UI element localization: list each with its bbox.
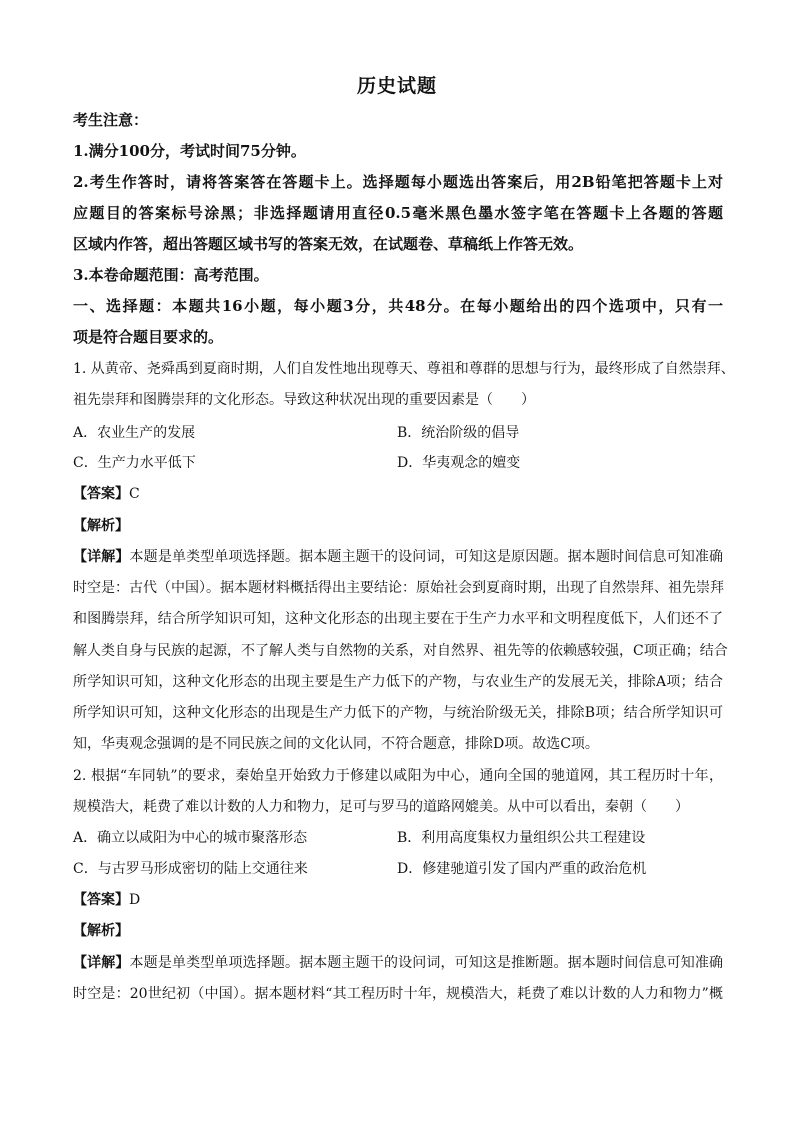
q2-stem-line-1: 2. 根据“车同轨”的要求，秦始皇开始致力于修建以咸阳为中心，通向全国的驰道网，其工程历时十年， [73, 768, 723, 784]
notice-item-2-line-2: 应题目的答案标号涂黑；非选择题请用直径0.5毫米黑色墨水签字笔在答题卡上各题的答题 [73, 204, 723, 222]
notice-heading: 考生注意： [73, 111, 149, 129]
page-title: 历史试题 [356, 75, 437, 97]
q1-answer-tag: 【答案】 [73, 486, 129, 502]
q1-detail-line-4: 解人类自身与民族的起源，不了解人类与自然物的关系，对自然界、祖先等的依赖感较强，C项正确；结合 [73, 643, 728, 659]
q2-option-c: C．与古罗马形成密切的陆上交通往来 [73, 861, 308, 877]
q2-option-d: D．修建驰道引发了国内严重的政治危机 [397, 861, 647, 877]
q1-detail-line-7: 知，华夷观念强调的是不同民族之间的文化认同，不符合题意，排除D项。故选C项。 [73, 736, 599, 752]
q2-stem-line-2: 规模浩大，耗费了难以计数的人力和物力，足可与罗马的道路网媲美。从中可以看出，秦朝（ ） [73, 799, 689, 815]
notice-item-2-line-1: 2.考生作答时，请将答案答在答题卡上。选择题每小题选出答案后，用2B铅笔把答题卡上对 [73, 173, 723, 191]
q2-answer-value: D [129, 892, 141, 908]
section-heading-line-2: 项是符合题目要求的。 [73, 328, 224, 346]
q1-detail-text-1: 本题是单类型单项选择题。据本题主题干的设问词，可知这是原因题。据本题时间信息可知准确 [129, 549, 724, 565]
q1-detail-line-2: 时空是：古代（中国）。据本题材料概括得出主要结论：原始社会到夏商时期，出现了自然崇拜、祖先崇拜 [73, 580, 724, 596]
q2-detail-line-1 [73, 952, 723, 972]
section-heading-line-1: 一、选择题：本题共16小题，每小题3分，共48分。在每小题给出的四个选项中，只有一 [73, 297, 723, 315]
q2-option-a: A．确立以咸阳为中心的城市聚落形态 [73, 830, 308, 846]
q1-option-b: B．统治阶级的倡导 [397, 425, 520, 441]
q2-answer [73, 889, 140, 909]
notice-item-3: 3.本卷命题范围：高考范围。 [73, 266, 269, 284]
q1-option-a: A．农业生产的发展 [73, 425, 196, 441]
q1-detail-tag: 【详解】 [73, 549, 130, 565]
q1-detail-line-6: 所学知识可知，这种文化形态的出现是生产力低下的产物，与统治阶级无关，排除B项；结合所学知识可 [73, 705, 723, 721]
q1-option-d: D．华夷观念的嬗变 [397, 455, 521, 471]
q1-analysis-tag: 【解析】 [73, 518, 129, 534]
q1-answer-value: C [129, 486, 140, 502]
q1-detail-line-5: 所学知识可知，这种文化形态的出现主要是生产力低下的产物，与农业生产的发展无关，排除A项；结合 [73, 674, 723, 690]
q2-answer-tag: 【答案】 [73, 892, 129, 908]
q1-detail-line-3: 和图腾崇拜，结合所学知识可知，这种文化形态的出现主要在于生产力水平和文明程度低下，人们还不了 [73, 611, 723, 627]
q2-detail-line-2: 时空是：20世纪初（中国）。据本题材料“其工程历时十年，规模浩大，耗费了难以计数的人力和物力”概 [73, 986, 723, 1002]
notice-item-2-line-3: 区域内作答，超出答题区域书写的答案无效，在试题卷、草稿纸上作答无效。 [73, 235, 584, 253]
q1-stem-line-1: 1. 从黄帝、尧舜禹到夏商时期，人们自发性地出现尊天、尊祖和尊群的思想与行为，最终形成了自然崇拜、 [73, 361, 735, 377]
notice-item-1: 1.满分100分，考试时间75分钟。 [73, 142, 306, 160]
q1-detail-line-1 [73, 546, 723, 566]
q2-analysis-tag: 【解析】 [73, 923, 129, 939]
q2-detail-tag: 【详解】 [73, 955, 130, 971]
q1-stem-line-2: 祖先崇拜和图腾崇拜的文化形态。导致这种状况出现的重要因素是（ ） [73, 392, 535, 408]
q2-detail-text-1: 本题是单类型单项选择题。据本题主题干的设问词，可知这是推断题。据本题时间信息可知准确 [129, 955, 724, 971]
q1-option-c: C．生产力水平低下 [73, 455, 196, 471]
q1-answer [73, 483, 140, 503]
q2-option-b: B．利用高度集权力量组织公共工程建设 [397, 830, 646, 846]
